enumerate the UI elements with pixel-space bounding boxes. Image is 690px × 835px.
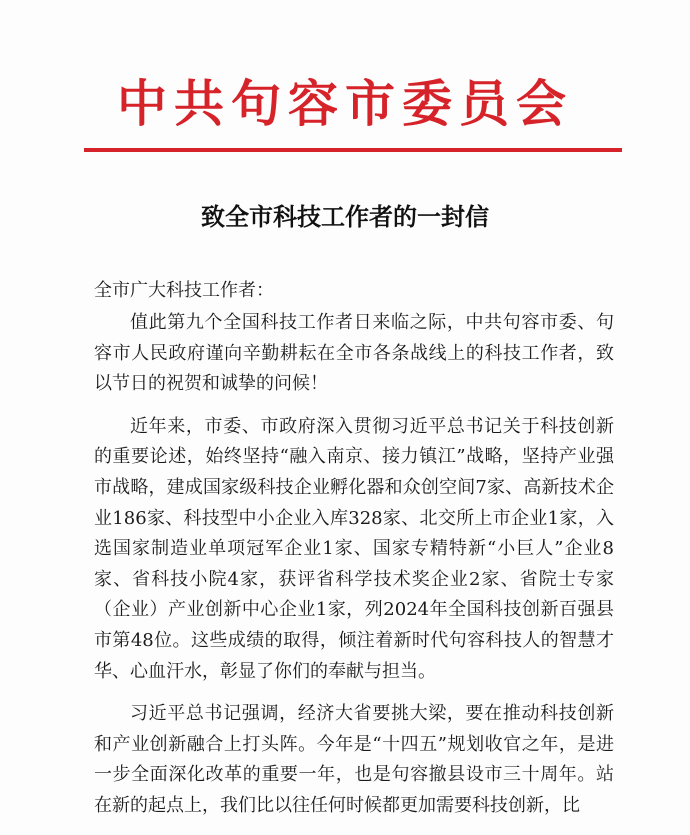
paragraph-achievements: 近年来，市委、市政府深入贯彻习近平总书记关于科技创新的重要论述，始终坚持“融入南京、接力镇江”战略，坚持产业强市战略，建成国家级科技企业孵化器和众创空间7家、高新技术企业186家、科技型中小企业入库328家、北交所上市企业1家，入选国家制造业单项冠军企业1家、国家专精特新“小巨人”企业8家、省科技小院4家，获评省科学技术奖企业2家、省院士专家（企业）产业创新中心企业1家，列2024年全国科技创新百强县市第48位。这些成绩的取得，倾注着新时代句容科技人的智慧才华、心血汗水，彰显了你们的奉献与担当。 <box>94 415 614 682</box>
document-title: 致全市科技工作者的一封信 <box>201 202 489 231</box>
letterhead-org-name: 中共句容市委员会 <box>117 75 573 133</box>
paragraph-outlook: 习近平总书记强调，经济大省要挑大梁，要在推动科技创新和产业创新融合上打头阵。今年是“十四五”规划收官之年，是进一步全面深化改革的重要一年，也是句容撤县设市三十周年。站在新的起点上，我们比以往任何时候都更加需要科技创新，比 <box>94 703 614 816</box>
salutation: 全市广大科技工作者： <box>94 280 274 301</box>
paragraph-greeting: 值此第九个全国科技工作者日来临之际，中共句容市委、句容市人民政府谨向辛勤耕耘在全市各条战线上的科技工作者，致以节日的祝贺和诚挚的问候！ <box>94 312 614 395</box>
letterhead-red-rule <box>84 148 622 152</box>
letter-body <box>94 308 614 827</box>
